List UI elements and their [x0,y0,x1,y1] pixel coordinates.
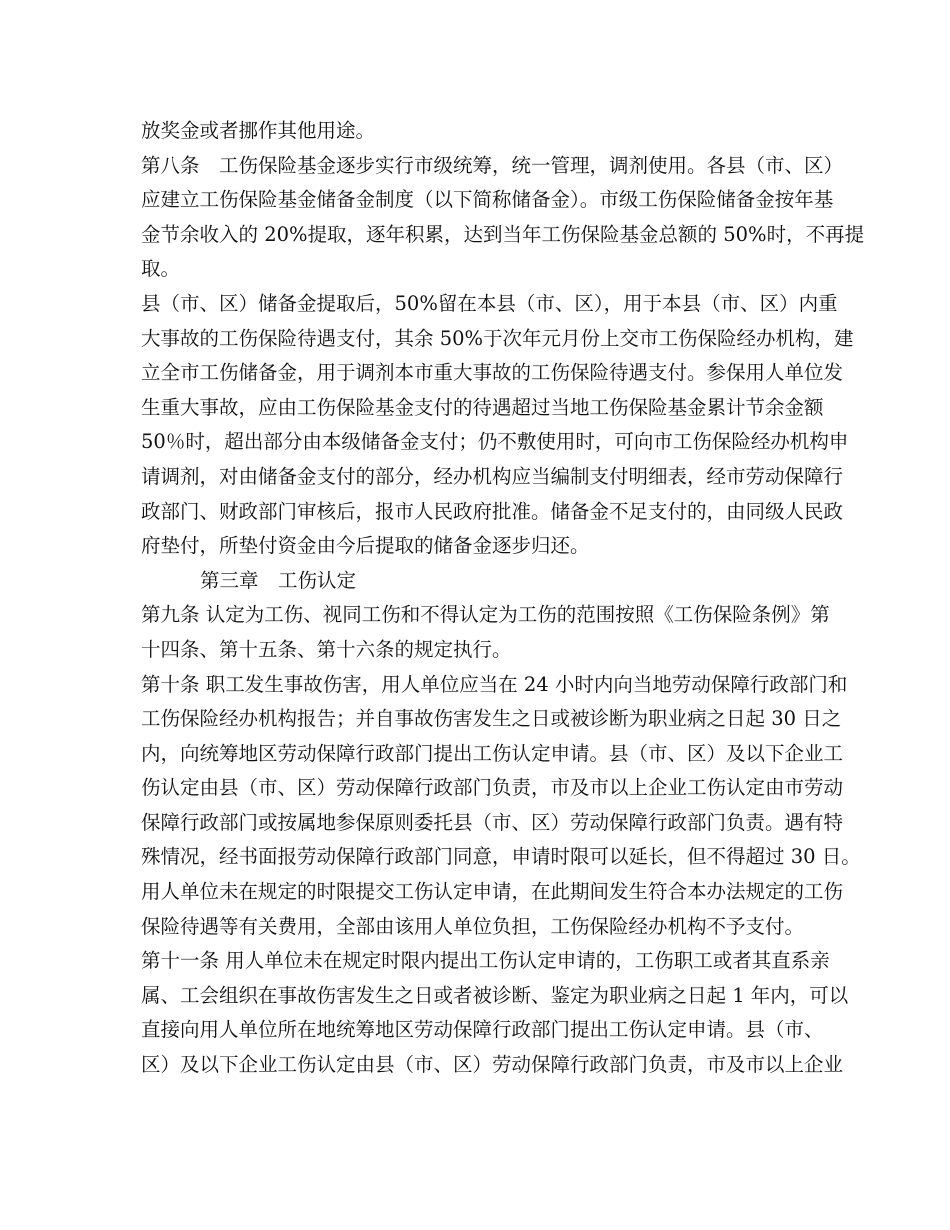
text-line: 保障行政部门或按属地参保原则委托县（市、区）劳动保障行政部门负责。遇有特 [141,810,844,834]
text-line: 立全市工伤储备金，用于调剂本市重大事故的工伤保险待遇支付。参保用人单位发 [141,361,844,385]
text-line: 县（市、区）储备金提取后，50%留在本县（市、区），用于本县（市、区）内重 [141,291,838,315]
text-line: 用人单位未在规定的时限提交工伤认定申请，在此期间发生符合本办法规定的工伤 [141,880,844,904]
text-line: 大事故的工伤保险待遇支付，其余 50%于次年元月份上交市工伤保险经办机构，建 [141,326,854,350]
text-line: 保险待遇等有关费用，全部由该用人单位负担，工伤保险经办机构不予支付。 [141,914,805,938]
article-9-heading-line: 第九条 认定为工伤、视同工伤和不得认定为工伤的范围按照《工伤保险条例》第 [141,603,830,627]
text-line: 殊情况，经书面报劳动保障行政部门同意，申请时限可以延长，但不得超过 30 日。 [141,845,861,869]
text-line: 生重大事故，应由工伤保险基金支付的待遇超过当地工伤保险基金累计节余金额 [141,395,824,419]
text-line: 放奖金或者挪作其他用途。 [141,119,376,142]
text-line: 区）及以下企业工伤认定由县（市、区）劳动保障行政部门负责，市及市以上企业 [141,1053,844,1077]
document-body [141,114,865,1083]
text-line: 属、工会组织在事故伤害发生之日或者被诊断、鉴定为职业病之日起 1 年内，可以 [141,983,849,1007]
text-line: 金节余收入的 20%提取，逐年积累，达到当年工伤保险基金总额的 50%时，不再提 [141,222,865,246]
text-line: 政部门、财政部门审核后，报市人民政府批准。储备金不足支付的，由同级人民政 [141,499,844,523]
text-line: 工伤保险经办机构报告；并自事故伤害发生之日或被诊断为职业病之日起 30 日之 [141,707,842,731]
text-line: 应建立工伤保险基金储备金制度（以下简称储备金）。市级工伤保险储备金按年基 [141,188,834,212]
text-line: 取。 [141,257,181,281]
chapter-3-heading: 第三章 工伤认定 [200,568,357,592]
text-line: 十四条、第十五条、第十六条的规定执行。 [141,637,512,661]
article-8-heading-line: 第八条 工伤保险基金逐步实行市级统筹，统一管理，调剂使用。各县（市、区） [141,153,844,177]
text-line: 请调剂，对由储备金支付的部分，经办机构应当编制支付明细表，经市劳动保障行 [141,464,844,488]
article-11-heading-line: 第十一条 用人单位未在规定时限内提出工伤认定申请的，工伤职工或者其直系亲 [141,949,830,973]
text-line: 内，向统筹地区劳动保障行政部门提出工伤认定申请。县（市、区）及以下企业工 [141,741,844,765]
article-10-heading-line: 第十条 职工发生事故伤害，用人单位应当在 24 小时内向当地劳动保障行政部门和 [141,672,848,696]
text-line: 50％时，超出部分由本级储备金支付；仍不敷使用时，可向市工伤保险经办机构申 [141,430,849,454]
text-line: 府垫付，所垫付资金由今后提取的储备金逐步归还。 [141,534,590,558]
text-line: 伤认定由县（市、区）劳动保障行政部门负责，市及市以上企业工伤认定由市劳动 [141,776,844,800]
text-line: 直接向用人单位所在地统筹地区劳动保障行政部门提出工伤认定申请。县（市、 [141,1018,824,1042]
